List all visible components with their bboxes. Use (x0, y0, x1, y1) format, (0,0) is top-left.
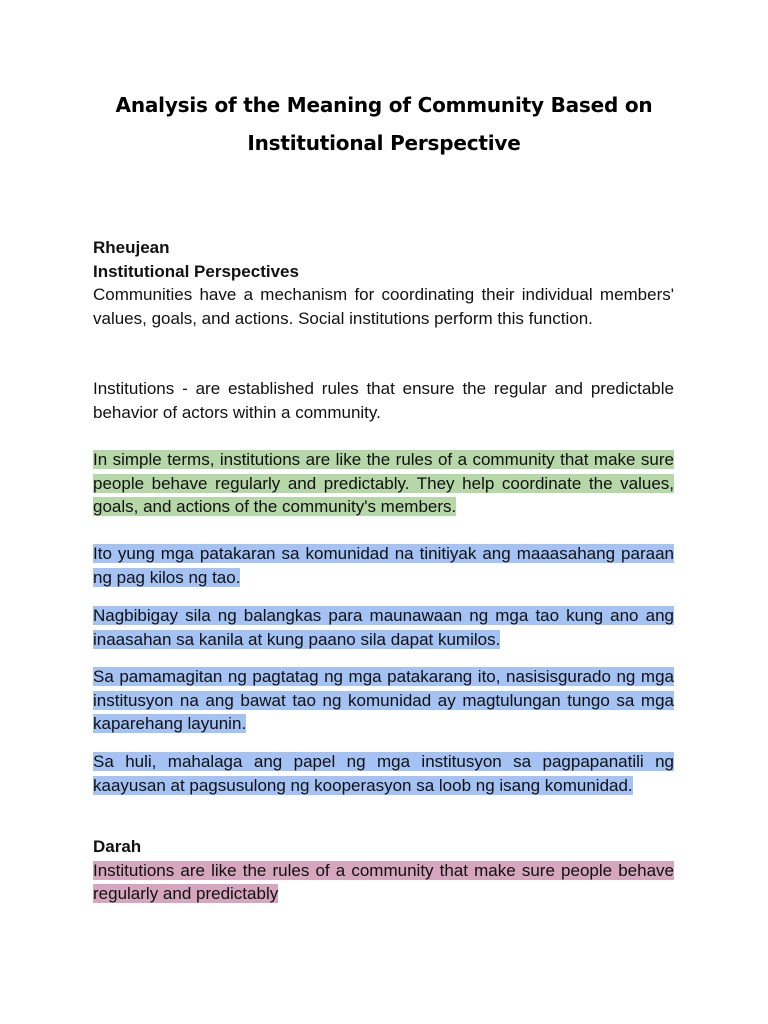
highlighted-tagalog-4 (93, 750, 674, 797)
document-title: Analysis of the Meaning of Community Based on Institutional Perspective (115, 93, 653, 155)
paragraph: Communities have a mechanism for coordinating their individual members' values, goals, and actions. Social institutions perform this function. (93, 285, 674, 328)
highlighted-tagalog-3 (93, 665, 674, 736)
section-rheujean-intro (93, 236, 674, 330)
section-heading: Institutional Perspectives (93, 261, 299, 281)
highlighted-summary (93, 448, 674, 519)
highlighted-paragraph: Ito yung mga patakaran sa komunidad na tinitiyak ang maaasahang paraan ng pag kilos ng tao. (93, 544, 674, 587)
highlighted-tagalog-1 (93, 542, 674, 589)
highlighted-paragraph: Institutions are like the rules of a community that make sure people behave regularly and predictably (93, 860, 674, 903)
section-definition (93, 377, 674, 424)
highlighted-paragraph: Nagbibigay sila ng balangkas para maunawaan ng mga tao kung ano ang inaasahan sa kanila at kung paano sila dapat kumilos. (93, 606, 674, 649)
highlighted-paragraph: Sa pamamagitan ng pagtatag ng mga patakarang ito, nasisisgurado ng mga institusyon na ang bawat tao ng komunidad ay magtulungan tungo sa mga kaparehang layunin. (93, 667, 674, 733)
author-name: Rheujean (93, 238, 170, 257)
highlighted-paragraph: Sa huli, mahalaga ang papel ng mga institusyon sa pagpapanatili ng kaayusan at pagsusulong ng kooperasyon sa loob ng isang komunidad. (93, 752, 674, 795)
author-name: Darah (93, 837, 142, 856)
section-darah (93, 835, 674, 906)
highlighted-paragraph: In simple terms, institutions are like the rules of a community that make sure people behave regularly and predictably. They help coordinate the values, goals, and actions of the community's members. (93, 450, 674, 516)
paragraph: Institutions - are established rules that ensure the regular and predictable behavior of actors within a community. (93, 379, 674, 422)
highlighted-tagalog-2 (93, 604, 674, 651)
